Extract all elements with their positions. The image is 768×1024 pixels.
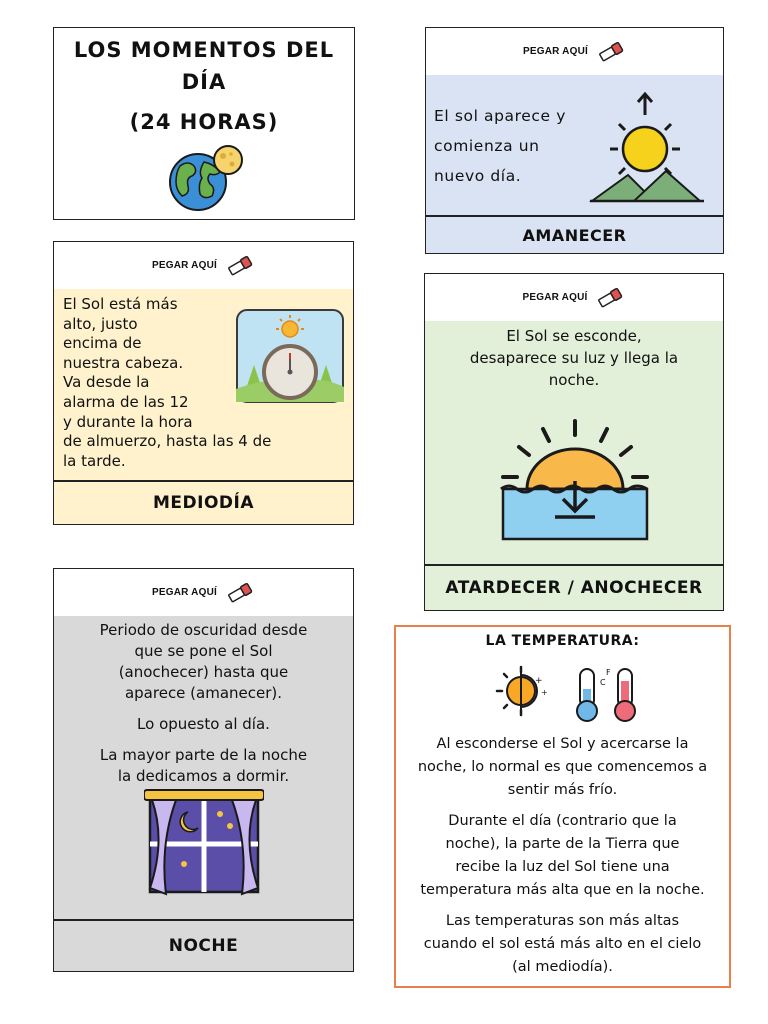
- amanecer-text-line: El sol aparece y: [434, 107, 566, 125]
- noche-paragraph: [54, 620, 353, 704]
- mediodia-text-line: alto, justo: [63, 314, 138, 333]
- mediodia-text-line: El Sol está más: [63, 295, 178, 313]
- atardecer-label: ATARDECER / ANOCHECER: [425, 564, 723, 610]
- temperatura-text-line: cuando el sol está más alto en el cielo: [423, 936, 702, 952]
- page-title: [54, 34, 354, 138]
- atardecer-text-line: noche.: [548, 371, 600, 389]
- temperatura-text-line: Al esconderse el Sol y acercarse la: [436, 736, 689, 752]
- paste-here-header: [54, 569, 353, 617]
- title-line-1: LOS MOMENTOS DEL: [73, 38, 335, 62]
- mediodia-text-line: nuestra cabeza.: [63, 353, 184, 372]
- mediodia-text-line: la tarde.: [63, 451, 126, 470]
- paste-here-label: PEGAR AQUÍ: [522, 292, 588, 303]
- noche-text-line: Periodo de oscuridad desde: [99, 621, 308, 639]
- glue-stick-icon: [225, 582, 255, 604]
- temperatura-paragraph: [402, 910, 723, 979]
- title-line-2: DÍA: [181, 70, 227, 94]
- atardecer-body: [425, 321, 723, 566]
- temperatura-text-line: noche), la parte de la Tierra que: [445, 836, 680, 852]
- amanecer-label: AMANECER: [426, 215, 723, 253]
- paste-here-label: PEGAR AQUÍ: [152, 260, 217, 271]
- paste-here-label: PEGAR AQUÍ: [152, 587, 217, 598]
- thermometers-icon: [574, 665, 642, 723]
- mediodia-label: MEDIODÍA: [54, 480, 353, 524]
- day-night-icon: [491, 665, 553, 717]
- paste-here-header: [54, 242, 353, 290]
- paste-here-header: [426, 28, 723, 76]
- temperatura-text-line: noche, lo normal es que comencemos a: [417, 759, 708, 775]
- glue-stick-icon: [595, 287, 625, 309]
- title-line-3: (24 HORAS): [129, 110, 279, 134]
- title-card: [53, 27, 355, 220]
- mediodia-text-line: encima de: [63, 334, 142, 353]
- temperatura-text-line: (al mediodía).: [512, 959, 613, 975]
- mediodia-card: [53, 241, 354, 525]
- amanecer-text: [434, 101, 566, 191]
- atardecer-text-line: desaparece su luz y llega la: [469, 349, 679, 367]
- temperatura-paragraph: [402, 810, 723, 902]
- noche-card: [53, 568, 354, 972]
- noche-label: NOCHE: [54, 919, 353, 971]
- noche-text-line: aparece (amanecer).: [124, 684, 283, 702]
- svg-text:+: +: [541, 688, 548, 697]
- fahrenheit-mark: F: [606, 668, 611, 677]
- mediodia-text-line: y durante la hora: [63, 412, 193, 431]
- temperatura-text-line: sentir más frío.: [507, 782, 618, 798]
- noche-paragraph: [54, 714, 353, 735]
- sunrise-icon: [588, 91, 708, 206]
- temperatura-text-line: Las temperaturas son más altas: [445, 913, 680, 929]
- atardecer-card: [424, 273, 724, 611]
- noche-text: [54, 620, 353, 787]
- temperatura-text-line: recibe la luz del Sol tiene una: [455, 859, 670, 875]
- temperatura-card: [394, 625, 731, 988]
- mediodia-body: [54, 289, 353, 481]
- night-window-icon: [144, 786, 264, 896]
- glue-stick-icon: [596, 41, 626, 63]
- noche-text-line: que se pone el Sol: [134, 642, 273, 660]
- temperatura-text: [402, 733, 723, 987]
- sunset-icon: [497, 417, 653, 543]
- paste-here-header: [425, 274, 723, 322]
- paste-here-label: PEGAR AQUÍ: [523, 46, 588, 57]
- temperatura-paragraph: [402, 733, 723, 802]
- mediodia-text-line: Va desde la: [63, 373, 150, 392]
- noche-text-line: La mayor parte de la noche: [99, 746, 308, 764]
- amanecer-body: [426, 75, 723, 217]
- atardecer-text-line: El Sol se esconde,: [506, 327, 642, 345]
- atardecer-text: [425, 325, 723, 391]
- temperatura-text-line: Durante el día (contrario que la: [448, 813, 677, 829]
- amanecer-text-line: comienza un: [434, 137, 540, 155]
- celsius-mark: C: [600, 678, 606, 687]
- noche-text-line: la dedicamos a dormir.: [117, 767, 290, 785]
- noche-body: [54, 616, 353, 921]
- temperatura-text-line: temperatura más alta que en la noche.: [420, 882, 705, 898]
- noche-paragraph: [54, 745, 353, 787]
- amanecer-text-line: nuevo día.: [434, 167, 522, 185]
- mediodia-text-line: alarma de las 12: [63, 392, 189, 411]
- svg-text:+: +: [535, 676, 543, 686]
- earth-moon-icon: [160, 142, 250, 212]
- noon-clock-icon: [236, 309, 344, 403]
- amanecer-card: [425, 27, 724, 254]
- glue-stick-icon: [225, 255, 255, 277]
- noche-text-line: (anochecer) hasta que: [118, 663, 289, 681]
- mediodia-text-line: de almuerzo, hasta las 4 de: [63, 432, 272, 451]
- noche-text-line: Lo opuesto al día.: [137, 715, 270, 733]
- temperatura-heading: LA TEMPERATURA:: [485, 633, 640, 649]
